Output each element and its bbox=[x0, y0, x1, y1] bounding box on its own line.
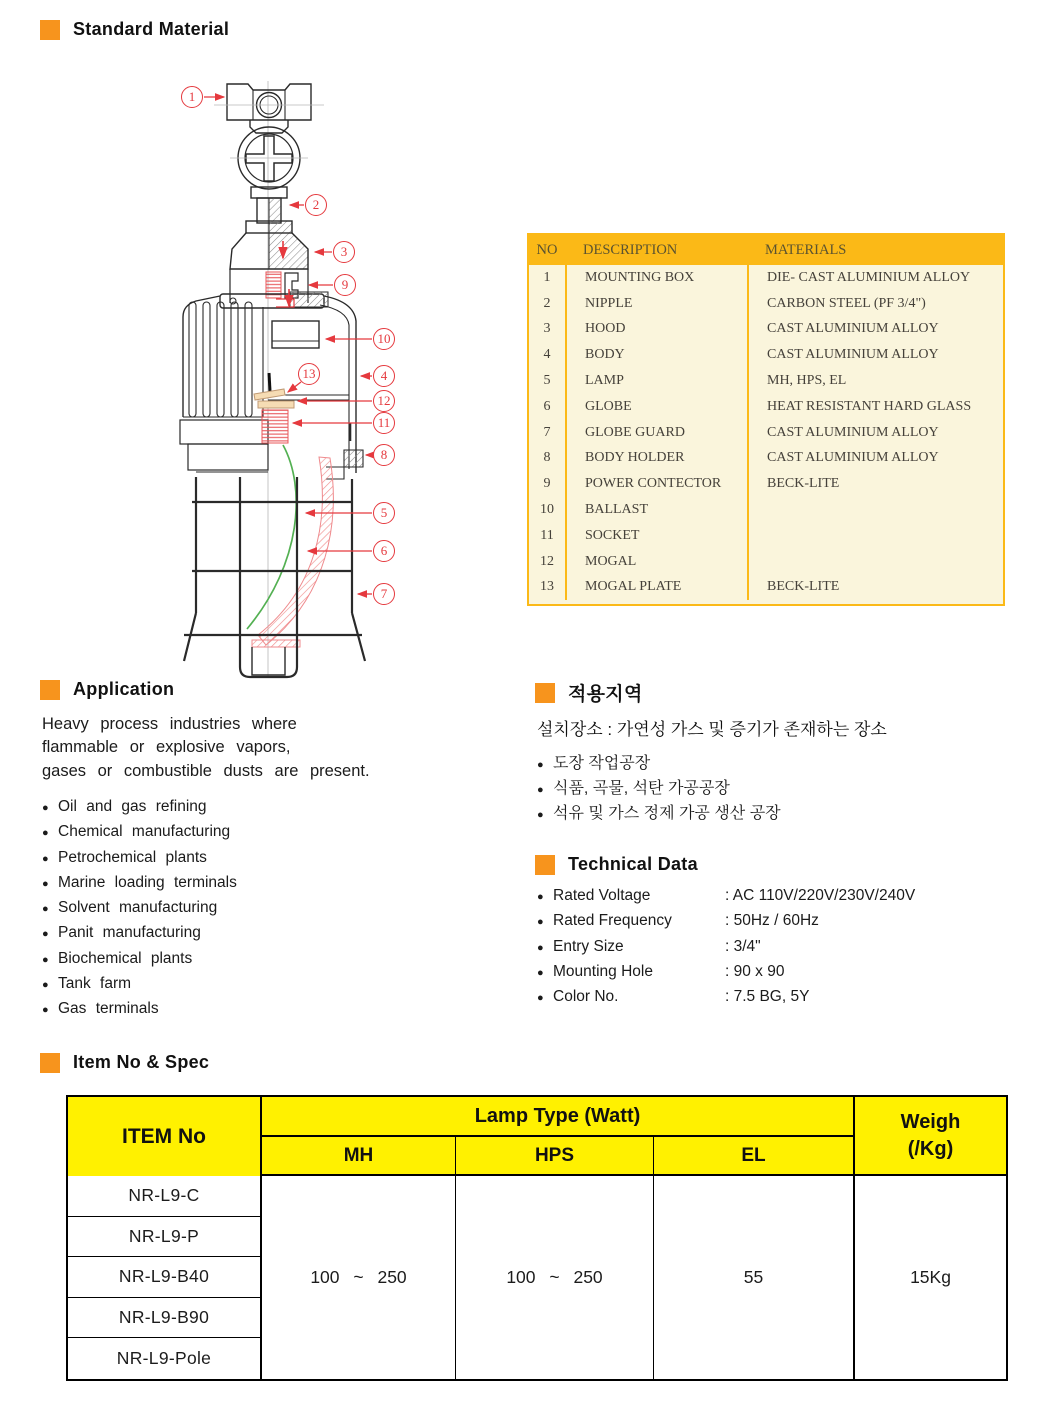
bullet-icon: ● bbox=[537, 759, 544, 771]
table-row bbox=[529, 317, 1003, 343]
tech-data-row bbox=[537, 884, 915, 909]
spec-item-row: NR-L9-B90 bbox=[68, 1298, 262, 1339]
list-item-label: Gas terminals bbox=[58, 1000, 159, 1018]
callout-2: 2 bbox=[305, 194, 327, 216]
section-header-technical-data bbox=[535, 854, 698, 875]
intro-line: Heavy process industries where bbox=[42, 715, 297, 733]
bullet-icon: ● bbox=[42, 928, 49, 941]
bullet-icon: ● bbox=[42, 827, 49, 840]
list-item bbox=[42, 795, 237, 820]
tech-value: : 7.5 BG, 5Y bbox=[725, 988, 810, 1006]
callout-4: 4 bbox=[373, 365, 395, 387]
list-item bbox=[42, 921, 237, 946]
cell-description: LAMP bbox=[565, 368, 747, 394]
cell-materials: CAST ALUMINIUM ALLOY bbox=[747, 446, 1003, 472]
tech-data-row bbox=[537, 909, 915, 934]
cell-materials: CAST ALUMINIUM ALLOY bbox=[747, 317, 1003, 343]
list-item-label: Solvent manufacturing bbox=[58, 899, 218, 917]
callout-7: 7 bbox=[373, 583, 395, 605]
cell-no: 4 bbox=[543, 347, 551, 363]
spec-table bbox=[66, 1095, 1008, 1381]
cell-materials: CAST ALUMINIUM ALLOY bbox=[747, 342, 1003, 368]
cell-no: 11 bbox=[540, 527, 554, 543]
spec-item-row: NR-L9-Pole bbox=[68, 1338, 262, 1379]
section-marker-icon bbox=[40, 1053, 60, 1073]
callout-5: 5 bbox=[373, 502, 395, 524]
tech-label: Rated Frequency bbox=[553, 912, 672, 930]
table-row bbox=[529, 471, 1003, 497]
table-row bbox=[529, 420, 1003, 446]
section-title: Standard Material bbox=[73, 19, 230, 39]
table-row bbox=[529, 497, 1003, 523]
cell-no: 6 bbox=[543, 398, 551, 414]
cell-description: SOCKET bbox=[565, 523, 747, 549]
callout-11: 11 bbox=[373, 412, 395, 434]
tech-value: : AC 110V/220V/230V/240V bbox=[725, 887, 916, 904]
tech-label: Rated Voltage bbox=[553, 887, 651, 904]
table-row bbox=[529, 523, 1003, 549]
bullet-icon: ● bbox=[537, 891, 544, 903]
spec-value-hps: 100 ~ 250 bbox=[456, 1176, 654, 1379]
table-row bbox=[529, 368, 1003, 394]
tech-data-row bbox=[537, 960, 915, 985]
list-item-label: Tank farm bbox=[58, 975, 132, 993]
weight-header-line2: (/Kg) bbox=[907, 1137, 954, 1160]
cell-description: NIPPLE bbox=[565, 291, 747, 317]
cell-materials: BECK-LITE bbox=[747, 575, 1003, 601]
section-header-standard-material bbox=[40, 19, 229, 40]
bullet-icon: ● bbox=[537, 809, 544, 821]
cell-materials: DIE- CAST ALUMINIUM ALLOY bbox=[747, 265, 1003, 291]
spec-header-el: EL bbox=[654, 1137, 853, 1176]
table-row bbox=[529, 446, 1003, 472]
cell-description: MOUNTING BOX bbox=[565, 265, 747, 291]
section-marker-icon bbox=[535, 855, 555, 875]
weight-header-line1: Weigh bbox=[900, 1110, 961, 1133]
section-marker-icon bbox=[535, 683, 555, 703]
cell-description: BODY bbox=[565, 342, 747, 368]
cell-no: 8 bbox=[543, 450, 551, 466]
cell-materials bbox=[747, 549, 1003, 575]
section-marker-icon bbox=[40, 20, 60, 40]
cell-no: 2 bbox=[543, 295, 551, 311]
bullet-icon: ● bbox=[42, 877, 49, 890]
cell-no: 7 bbox=[543, 424, 551, 440]
list-item-label: Marine loading terminals bbox=[58, 873, 237, 891]
application-list bbox=[42, 795, 237, 1023]
section-title: 적용지역 bbox=[568, 684, 643, 705]
application-intro bbox=[42, 713, 510, 783]
callout-6: 6 bbox=[373, 540, 395, 562]
list-item-label: 석유 및 가스 정제 가공 생산 공장 bbox=[553, 805, 781, 822]
bullet-icon: ● bbox=[537, 784, 544, 796]
spec-header-item-no: ITEM No bbox=[68, 1097, 262, 1176]
bullet-icon: ● bbox=[42, 852, 49, 865]
cell-description: GLOBE bbox=[565, 394, 747, 420]
callout-9: 9 bbox=[334, 274, 356, 296]
spec-header-weight bbox=[853, 1097, 1006, 1176]
tech-value: : 90 x 90 bbox=[725, 962, 785, 980]
bullet-icon: ● bbox=[42, 903, 49, 916]
list-item bbox=[42, 846, 237, 871]
bullet-icon: ● bbox=[42, 953, 49, 966]
list-item bbox=[537, 777, 781, 802]
bullet-icon: ● bbox=[537, 916, 544, 929]
spec-item-row: NR-L9-B40 bbox=[68, 1257, 262, 1298]
spec-header-hps: HPS bbox=[456, 1137, 654, 1176]
section-title: Item No & Spec bbox=[73, 1052, 210, 1072]
list-item bbox=[537, 752, 781, 777]
table-row bbox=[529, 291, 1003, 317]
tech-value: : 50Hz / 60Hz bbox=[725, 912, 819, 930]
applied-area-list bbox=[537, 752, 781, 827]
cell-description: POWER CONTECTOR bbox=[565, 471, 747, 497]
cell-no: 3 bbox=[543, 321, 551, 337]
list-item bbox=[42, 871, 237, 896]
cell-description: HOOD bbox=[565, 317, 747, 343]
list-item-label: Biochemical plants bbox=[58, 949, 193, 967]
tech-data-row bbox=[537, 985, 915, 1010]
spec-item-row: NR-L9-P bbox=[68, 1217, 262, 1258]
col-header-materials: MATERIALS bbox=[765, 241, 847, 258]
bullet-icon: ● bbox=[42, 979, 49, 992]
tech-label: Color No. bbox=[553, 988, 619, 1006]
section-title: Technical Data bbox=[568, 854, 698, 874]
tech-data-row bbox=[537, 935, 915, 960]
list-item bbox=[42, 972, 237, 997]
list-item-label: 도장 작업공장 bbox=[553, 755, 651, 772]
cell-materials: CARBON STEEL (PF 3/4") bbox=[747, 291, 1003, 317]
cell-materials: CAST ALUMINIUM ALLOY bbox=[747, 420, 1003, 446]
list-item-label: Panit manufacturing bbox=[58, 924, 201, 942]
cell-no: 12 bbox=[540, 553, 554, 569]
cell-description: GLOBE GUARD bbox=[565, 420, 747, 446]
cell-no: 5 bbox=[543, 373, 551, 389]
section-header-application bbox=[40, 679, 174, 700]
table-row bbox=[529, 342, 1003, 368]
spec-header-lamp-type: Lamp Type (Watt) bbox=[262, 1097, 853, 1137]
col-header-no: NO bbox=[536, 241, 558, 258]
section-marker-icon bbox=[40, 680, 60, 700]
spec-header-mh: MH bbox=[262, 1137, 456, 1176]
bullet-icon: ● bbox=[537, 992, 544, 1005]
section-header-applied-area bbox=[535, 679, 643, 706]
list-item bbox=[42, 997, 237, 1022]
cell-materials: MH, HPS, EL bbox=[747, 368, 1003, 394]
spec-value-mh: 100 ~ 250 bbox=[262, 1176, 456, 1379]
cell-description: MOGAL bbox=[565, 549, 747, 575]
intro-line: flammable or explosive vapors, bbox=[42, 738, 291, 757]
cell-no: 13 bbox=[540, 579, 554, 595]
section-header-item-spec bbox=[40, 1052, 209, 1073]
cell-description: BODY HOLDER bbox=[565, 446, 747, 472]
table-row bbox=[529, 575, 1003, 601]
cell-materials bbox=[747, 523, 1003, 549]
materials-table bbox=[527, 233, 1005, 606]
list-item-label: Chemical manufacturing bbox=[58, 823, 231, 841]
callout-1: 1 bbox=[181, 86, 203, 108]
callout-13: 13 bbox=[298, 363, 320, 385]
tech-label: Entry Size bbox=[553, 937, 624, 955]
cell-materials: HEAT RESISTANT HARD GLASS bbox=[747, 394, 1003, 420]
bullet-icon: ● bbox=[42, 1004, 49, 1017]
cell-no: 10 bbox=[540, 502, 554, 518]
list-item-label: Petrochemical plants bbox=[58, 848, 207, 866]
table-row bbox=[529, 394, 1003, 420]
list-item bbox=[42, 947, 237, 972]
list-item-label: 식품, 곡물, 석탄 가공공장 bbox=[553, 780, 730, 797]
cell-description: BALLAST bbox=[565, 497, 747, 523]
callout-10: 10 bbox=[373, 328, 395, 350]
callout-8: 8 bbox=[373, 444, 395, 466]
technical-data-list bbox=[537, 884, 915, 1010]
section-title: Application bbox=[73, 679, 175, 699]
tech-label: Mounting Hole bbox=[553, 962, 653, 980]
list-item bbox=[42, 896, 237, 921]
cell-description: MOGAL PLATE bbox=[565, 575, 747, 601]
cell-no: 9 bbox=[543, 476, 551, 492]
spec-value-weight: 15Kg bbox=[853, 1176, 1006, 1379]
bullet-icon: ● bbox=[537, 966, 544, 979]
table-row bbox=[529, 549, 1003, 575]
col-header-description: DESCRIPTION bbox=[583, 241, 678, 258]
callout-3: 3 bbox=[333, 241, 355, 263]
tech-value: : 3/4" bbox=[725, 937, 761, 955]
spec-value-el: 55 bbox=[743, 1266, 764, 1287]
cell-materials: BECK-LITE bbox=[747, 471, 1003, 497]
callout-12: 12 bbox=[373, 390, 395, 412]
bullet-icon: ● bbox=[42, 802, 49, 814]
lamp-cross-section-diagram bbox=[0, 55, 520, 680]
table-row bbox=[529, 265, 1003, 291]
intro-line: gases or combustible dusts are present. bbox=[42, 761, 370, 780]
list-item bbox=[42, 820, 237, 845]
bullet-icon: ● bbox=[537, 941, 544, 954]
applied-area-intro: 설치장소 : 가연성 가스 및 증기가 존재하는 장소 bbox=[537, 720, 887, 739]
list-item bbox=[537, 802, 781, 827]
list-item-label: Oil and gas refining bbox=[58, 798, 207, 815]
cell-materials bbox=[747, 497, 1003, 523]
lamp-drawing bbox=[0, 55, 520, 680]
cell-no: 1 bbox=[543, 269, 551, 285]
spec-item-row: NR-L9-C bbox=[68, 1176, 262, 1217]
materials-table-header bbox=[529, 235, 1003, 265]
